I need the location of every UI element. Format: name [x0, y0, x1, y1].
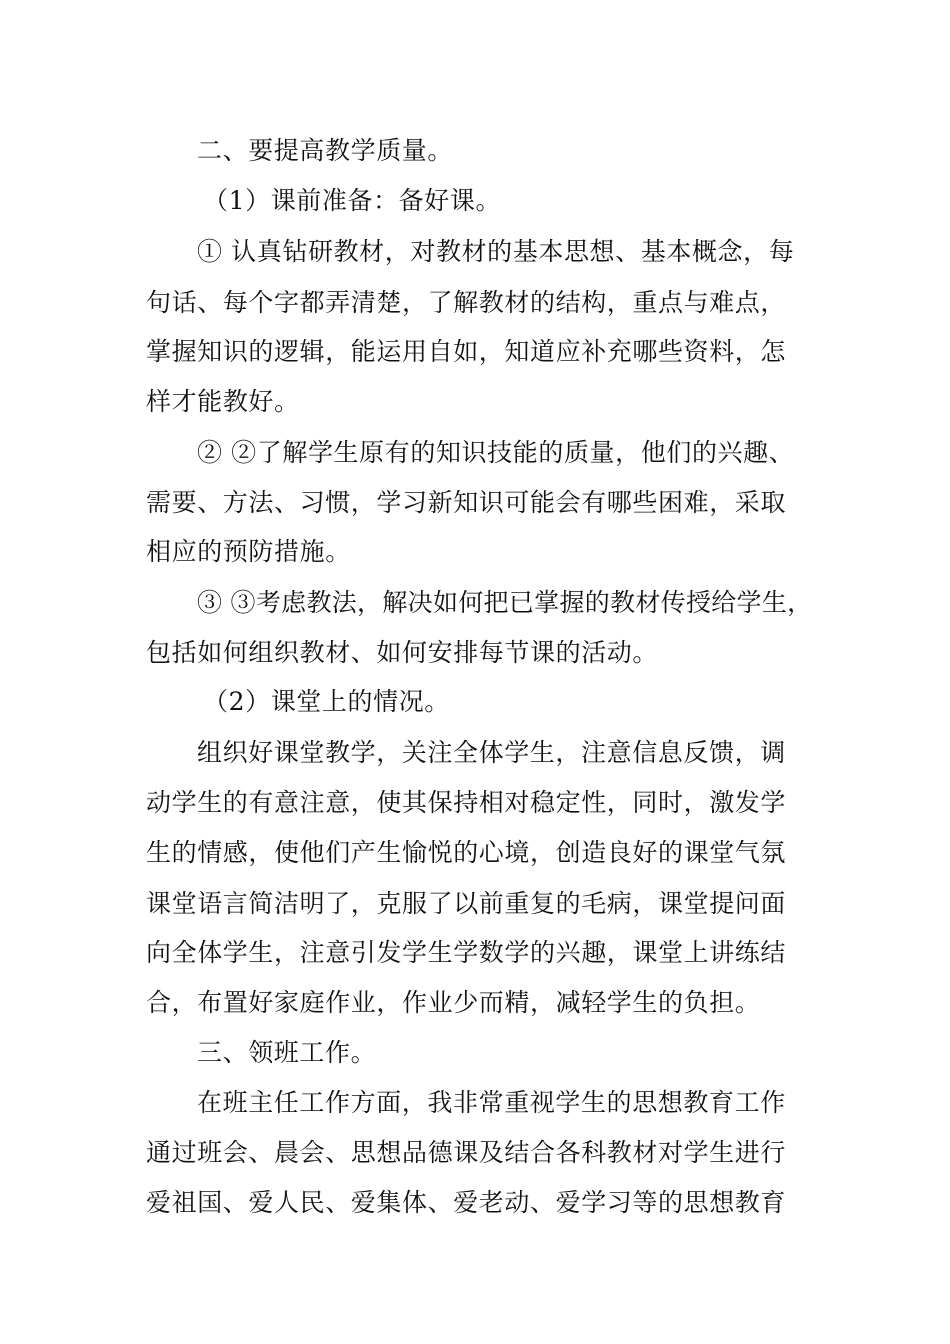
subsection-heading-2: （2）课堂上的情况。 — [203, 687, 450, 716]
section-heading-3: 三、领班工作。 — [197, 1038, 377, 1067]
text-line: 合，布置好家庭作业，作业少而精，减轻学生的负担。 — [146, 988, 761, 1017]
text-line: 通过班会、晨会、思想品德课及结合各科教材对学生进行 — [146, 1138, 787, 1167]
text-line: 生的情感，使他们产生愉悦的心境，创造良好的课堂气氛 — [146, 838, 787, 867]
text-line: 动学生的有意注意，使其保持相对稳定性，同时，激发学 — [146, 788, 787, 817]
text-line: 句话、每个字都弄清楚，了解教材的结构，重点与难点， — [146, 288, 787, 317]
text-line: 相应的预防措施。 — [146, 537, 351, 566]
text-line: ② ②了解学生原有的知识技能的质量，他们的兴趣、 — [197, 438, 795, 467]
text-line: ③ ③考虑教法，解决如何把已掌握的教材传授给学生， — [197, 588, 813, 617]
section-heading-2: 二、要提高教学质量。 — [197, 136, 454, 165]
text-line: 向全体学生，注意引发学生学数学的兴趣，课堂上讲练结 — [146, 938, 787, 967]
text-line: 在班主任工作方面，我非常重视学生的思想教育工作 — [197, 1088, 786, 1117]
text-line: 需要、方法、习惯，学习新知识可能会有哪些困难，采取 — [146, 488, 787, 517]
text-line: ① 认真钻研教材，对教材的基本思想、基本概念，每 — [197, 237, 795, 266]
text-line: 爱祖国、爱人民、爱集体、爱老动、爱学习等的思想教育 — [146, 1188, 787, 1217]
text-line: 包括如何组织教材、如何安排每节课的活动。 — [146, 638, 659, 667]
text-line: 组织好课堂教学，关注全体学生，注意信息反馈，调 — [197, 738, 786, 767]
text-line: 掌握知识的逻辑，能运用自如，知道应补充哪些资料，怎 — [146, 337, 787, 366]
subsection-heading-1: （1）课前准备：备好课。 — [203, 186, 502, 215]
text-line: 样才能教好。 — [146, 387, 300, 416]
text-line: 课堂语言简洁明了，克服了以前重复的毛病，课堂提问面 — [146, 889, 787, 918]
